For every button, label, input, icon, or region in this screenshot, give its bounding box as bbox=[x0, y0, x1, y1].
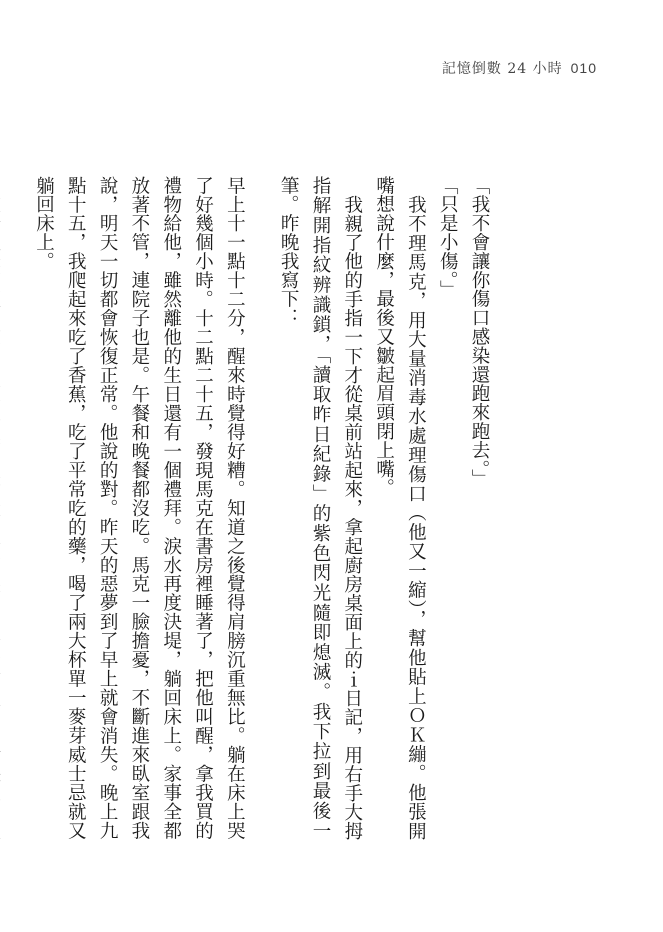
body-text bbox=[0, 176, 495, 840]
narrative-paragraph: 我親了他的手指一下才從桌前站起來，拿起廚房桌面上的ｉ日記，用右手大拇指解開指紋辨識鎖，「讀取昨日紀錄」的紫色閃光隨即熄滅。我下拉到最後一筆。昨晚我寫下： bbox=[278, 176, 363, 840]
narrative-paragraph bbox=[0, 176, 6, 840]
narrative-paragraph: 我不理馬克，用大量消毒水處理傷口（他又一縮），幫他貼上ＯＫ繃。他張開嘴想說什麼，最後又皺起眉頭閉上嘴。 bbox=[373, 176, 427, 840]
diary-entry-paragraph: 早上十一點十二分，醒來時覺得好糟。知道之後覺得肩膀沉重無比。躺在床上哭了好幾個小時。十二點二十五，發現馬克在書房裡睡著了，把他叫醒，拿我買的禮物給他，雖然離他的生日還有一個禮拜。淚水再度決堤，躺回床上。家事全都放著不管，連院子也是。午餐和晚餐都沒吃。馬克一臉擔憂，不斷進來臥室跟我說，明天一切都會恢復正常。他說的對。昨天的惡夢到了早上就會消失。晚上九點十五，我爬起來吃了香蕉，吃了平常吃的藥，喝了兩大杯單一麥芽威士忌就又躺回床上。 bbox=[33, 176, 246, 840]
dialogue-paragraph: 「只是小傷。」 bbox=[437, 176, 459, 300]
dialogue-paragraph: 「我不會讓你傷口感染還跑來跑去。」 bbox=[469, 176, 490, 489]
running-header bbox=[442, 58, 597, 78]
page-number: 010 bbox=[570, 60, 597, 76]
book-title: 記憶倒數 24 小時 bbox=[441, 61, 563, 77]
